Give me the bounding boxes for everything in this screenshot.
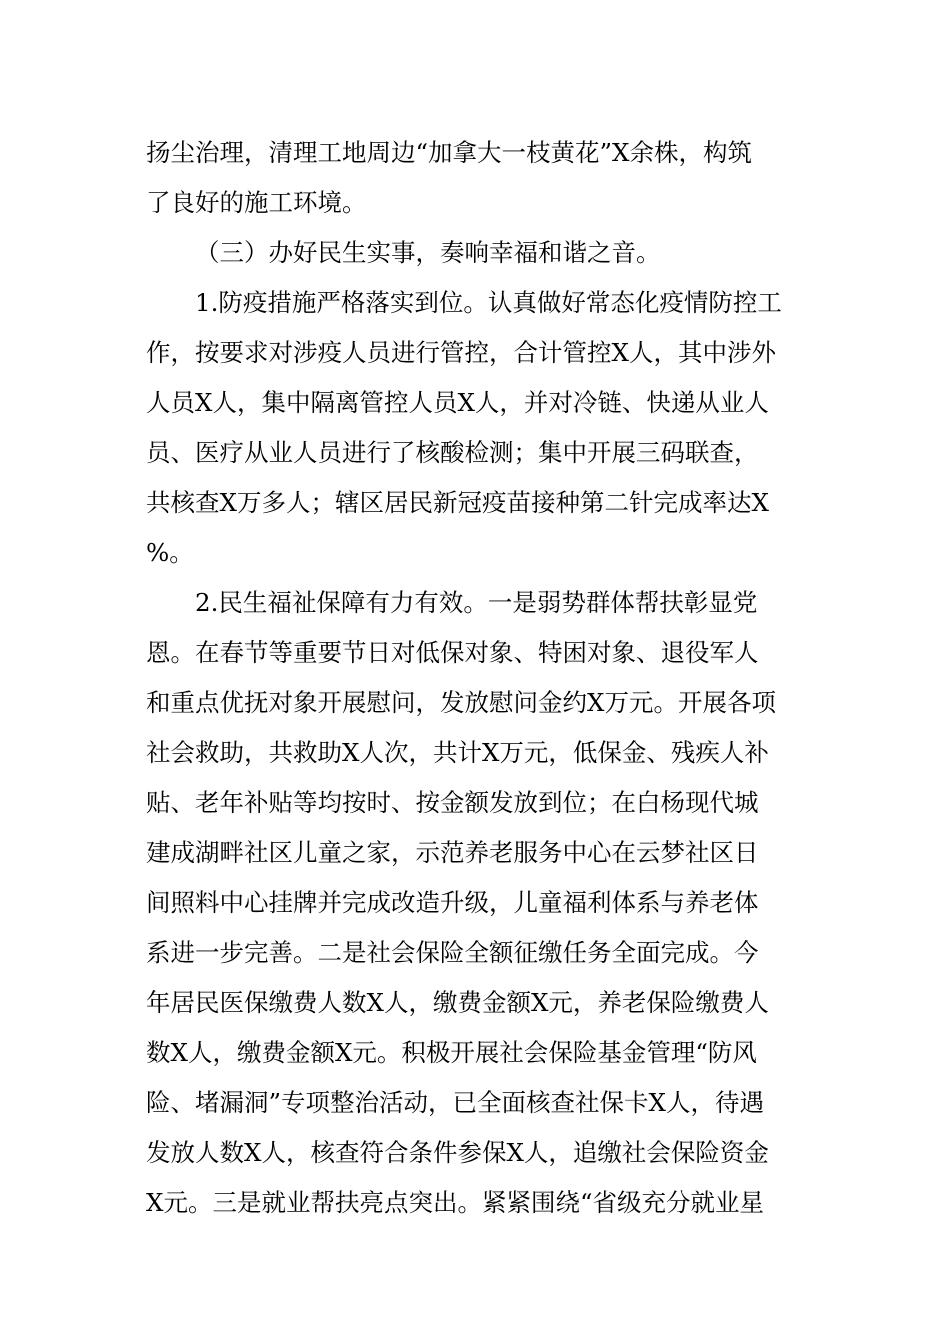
text-line: 扬尘治理，清理工地周边“加拿大一枝黄花”X余株，构筑 [146,138,752,167]
text-line: 作，按要求对涉疫人员进行管控，合计管控X人，其中涉外 [146,338,776,367]
text-line: （三）办好民生实事，奏响幸福和谐之音。 [195,238,661,267]
paragraph-epidemic-prevention [146,278,806,578]
text-line: 社会救助，共救助X人次，共计X万元，低保金、残疾人补 [146,738,769,767]
text-line: %。 [146,538,194,567]
text-line: 人员X人，集中隔离管控人员X人，并对冷链、快递从业人 [146,388,769,417]
text-line: 数X人，缴费金额X元。积极开展社会保险基金管理“防风 [146,1038,757,1067]
section-heading [146,228,806,278]
text-line: 和重点优抚对象开展慰问，发放慰问金约X万元。开展各项 [146,688,776,717]
text-line: 共核查X万多人；辖区居民新冠疫苗接种第二针完成率达X [146,488,769,517]
text-line: 了良好的施工环境。 [146,188,367,217]
text-line: 1.防疫措施严格落实到位。认真做好常态化疫情防控工 [195,288,782,317]
text-line: X元。三是就业帮扶亮点突出。紧紧围绕“省级充分就业星 [146,1188,764,1217]
document-body [146,128,806,1228]
text-line: 间照料中心挂牌并完成改造升级，儿童福利体系与养老体 [146,888,759,917]
text-line: 年居民医保缴费人数X人，缴费金额X元，养老保险缴费人 [146,988,769,1017]
text-line: 2.民生福祉保障有力有效。一是弱势群体帮扶彰显党 [195,588,758,617]
paragraph-continuation [146,128,806,228]
text-line: 贴、老年补贴等均按时、按金额发放到位；在白杨现代城 [146,788,759,817]
text-line: 恩。在春节等重要节日对低保对象、特困对象、退役军人 [146,638,759,667]
text-line: 员、医疗从业人员进行了核酸检测；集中开展三码联查， [146,438,759,467]
text-line: 系进一步完善。二是社会保险全额征缴任务全面完成。今 [146,938,759,967]
text-line: 险、堵漏洞”专项整治活动，已全面核查社保卡X人，待遇 [146,1088,764,1117]
paragraph-livelihood-security [146,578,806,1228]
text-line: 发放人数X人，核查符合条件参保X人，追缴社会保险资金 [146,1138,769,1167]
text-line: 建成湖畔社区儿童之家，示范养老服务中心在云梦社区日 [146,838,759,867]
